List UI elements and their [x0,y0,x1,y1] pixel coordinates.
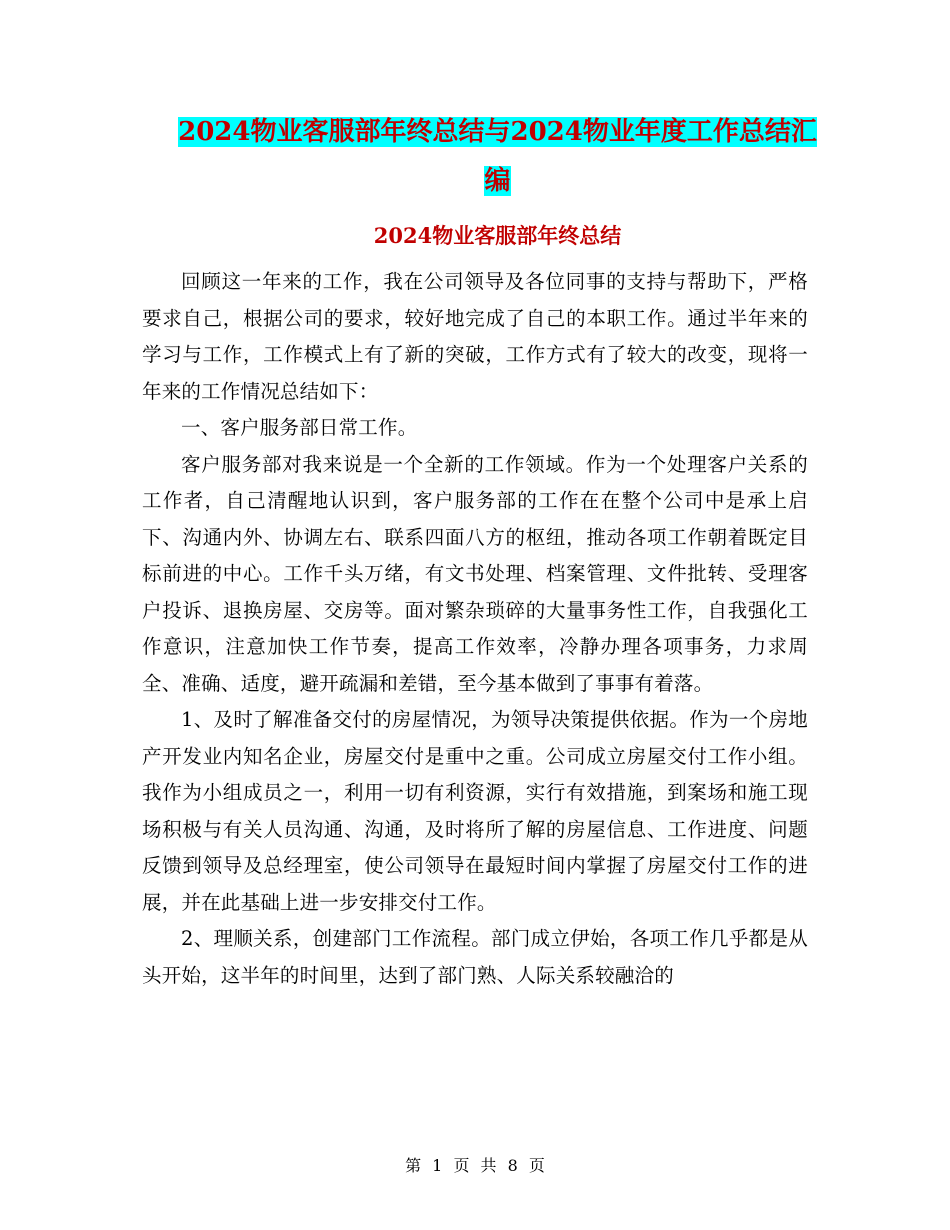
paragraph-item-1: 1、及时了解准备交付的房屋情况，为领导决策提供依据。作为一个房地产开发业内知名企业，房屋交付是重中之重。公司成立房屋交付工作小组。我作为小组成员之一，利用一切有利资源，实行有效措施，到案场和施工现场积极与有关人员沟通、沟通，及时将所了解的房屋信息、工作进度、问题反馈到领导及总经理室，使公司领导在最短时间内掌握了房屋交付工作的进展，并在此基础上进一步安排交付工作。 [142,708,808,914]
document-body [142,264,808,994]
document-title [140,108,855,206]
page-footer: 第 1 页 共 8 页 [405,1156,545,1175]
paragraph-item-2: 2、理顺关系，创建部门工作流程。部门成立伊始，各项工作几乎都是从头开始，这半年的时间里，达到了部门熟、人际关系较融洽的 [142,927,808,987]
paragraph-customer-service: 客户服务部对我来说是一个全新的工作领域。作为一个处理客户关系的工作者，自己清醒地认识到，客户服务部的工作在在整个公司中是承上启下、沟通内外、协调左右、联系四面八方的枢纽，推动各项工作朝着既定目标前进的中心。工作千头万绪，有文书处理、档案管理、文件批转、受理客户投诉、退换房屋、交房等。面对繁杂琐碎的大量事务性工作，自我强化工作意识，注意加快工作节奏，提高工作效率，冷静办理各项事务，力求周全、准确、适度，避开疏漏和差错，至今基本做到了事事有着落。 [142,452,808,695]
paragraph-heading-1: 一、客户服务部日常工作。 [181,416,418,439]
paragraph-intro: 回顾这一年来的工作，我在公司领导及各位同事的支持与帮助下，严格要求自己，根据公司的要求，较好地完成了自己的本职工作。通过半年来的学习与工作，工作模式上有了新的突破，工作方式有了较大的改变，现将一年来的工作情况总结如下： [142,270,808,403]
section-title: 2024物业客服部年终总结 [373,223,622,248]
document-title-line-1: 2024物业客服部年终总结与2024物业年度工作总结汇 [178,117,817,147]
document-title-line-2: 编 [484,166,511,196]
